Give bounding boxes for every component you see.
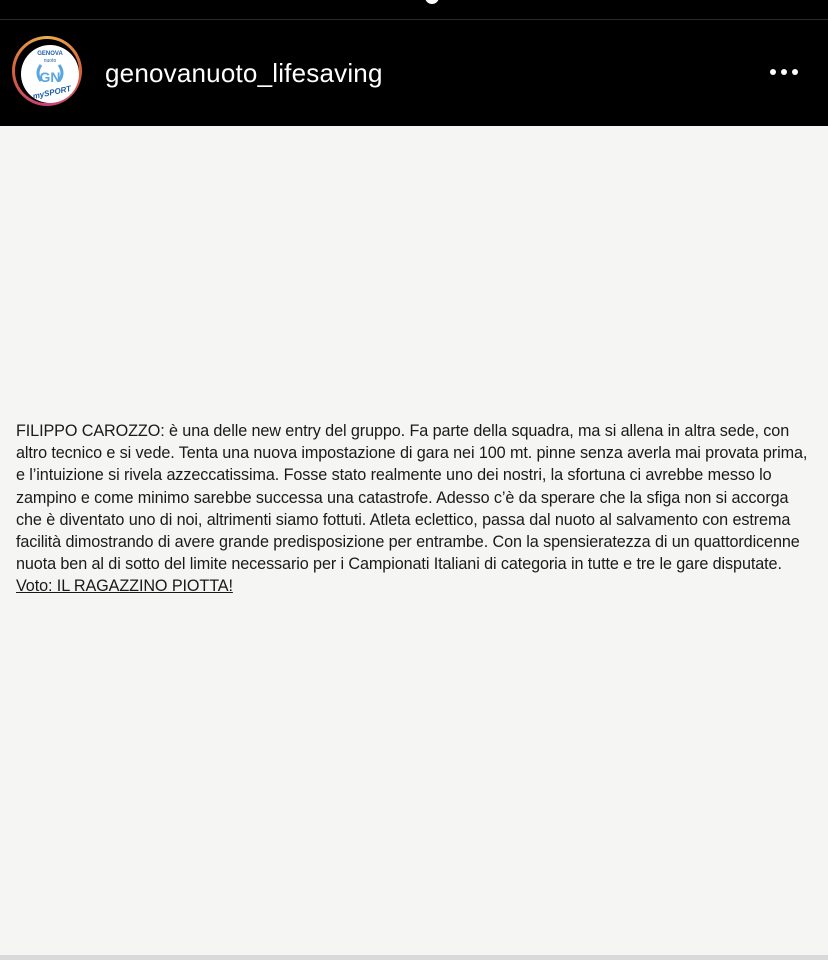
status-indicator-icon	[425, 0, 439, 4]
svg-text:GENOVA: GENOVA	[37, 51, 63, 57]
username[interactable]: genovanuoto_lifesaving	[105, 58, 383, 88]
post-verdict: Voto: IL RAGAZZINO PIOTTA!	[16, 577, 233, 596]
svg-text:nuoto: nuoto	[43, 58, 57, 64]
genova-nuoto-logo-icon	[21, 45, 79, 103]
svg-text:mySPORT: mySPORT	[31, 84, 72, 101]
post-image[interactable]	[0, 126, 828, 960]
status-bar	[0, 0, 828, 20]
more-horizontal-icon[interactable]	[766, 60, 802, 84]
post-caption-text	[16, 420, 816, 598]
svg-text:GN: GN	[39, 69, 61, 85]
avatar[interactable]	[21, 45, 79, 103]
post-header	[0, 20, 828, 126]
post-paragraph: FILIPPO CAROZZO: è una delle new entry del gruppo. Fa parte della squadra, ma si allena in altra sede, con altro tecnico e si vede. Tenta una nuova impostazione di gara nei 100 mt. pinne senza averla mai provata prima, e l’intuizione si rivela azzeccatissima. Fosse stato realmente uno dei nostri, la sfortuna ci avrebbe messo lo zampino e come minimo sarebbe successa una catastrofe. Adesso c’è da sperare che la sfiga non si accorga che è diventato uno di noi, altrimenti siamo fottuti. Atleta eclettico, passa dal nuoto al salvamento con estrema facilità dimostrando di avere grande predisposizione per entrambe. Con la spensieratezza di un quattordicenne nuota ben al di sotto del limite necessario per i Campionati Italiani di categoria in tutte e tre le gare disputate.	[16, 422, 808, 574]
bottom-divider	[0, 955, 828, 960]
story-ring[interactable]	[12, 36, 82, 106]
